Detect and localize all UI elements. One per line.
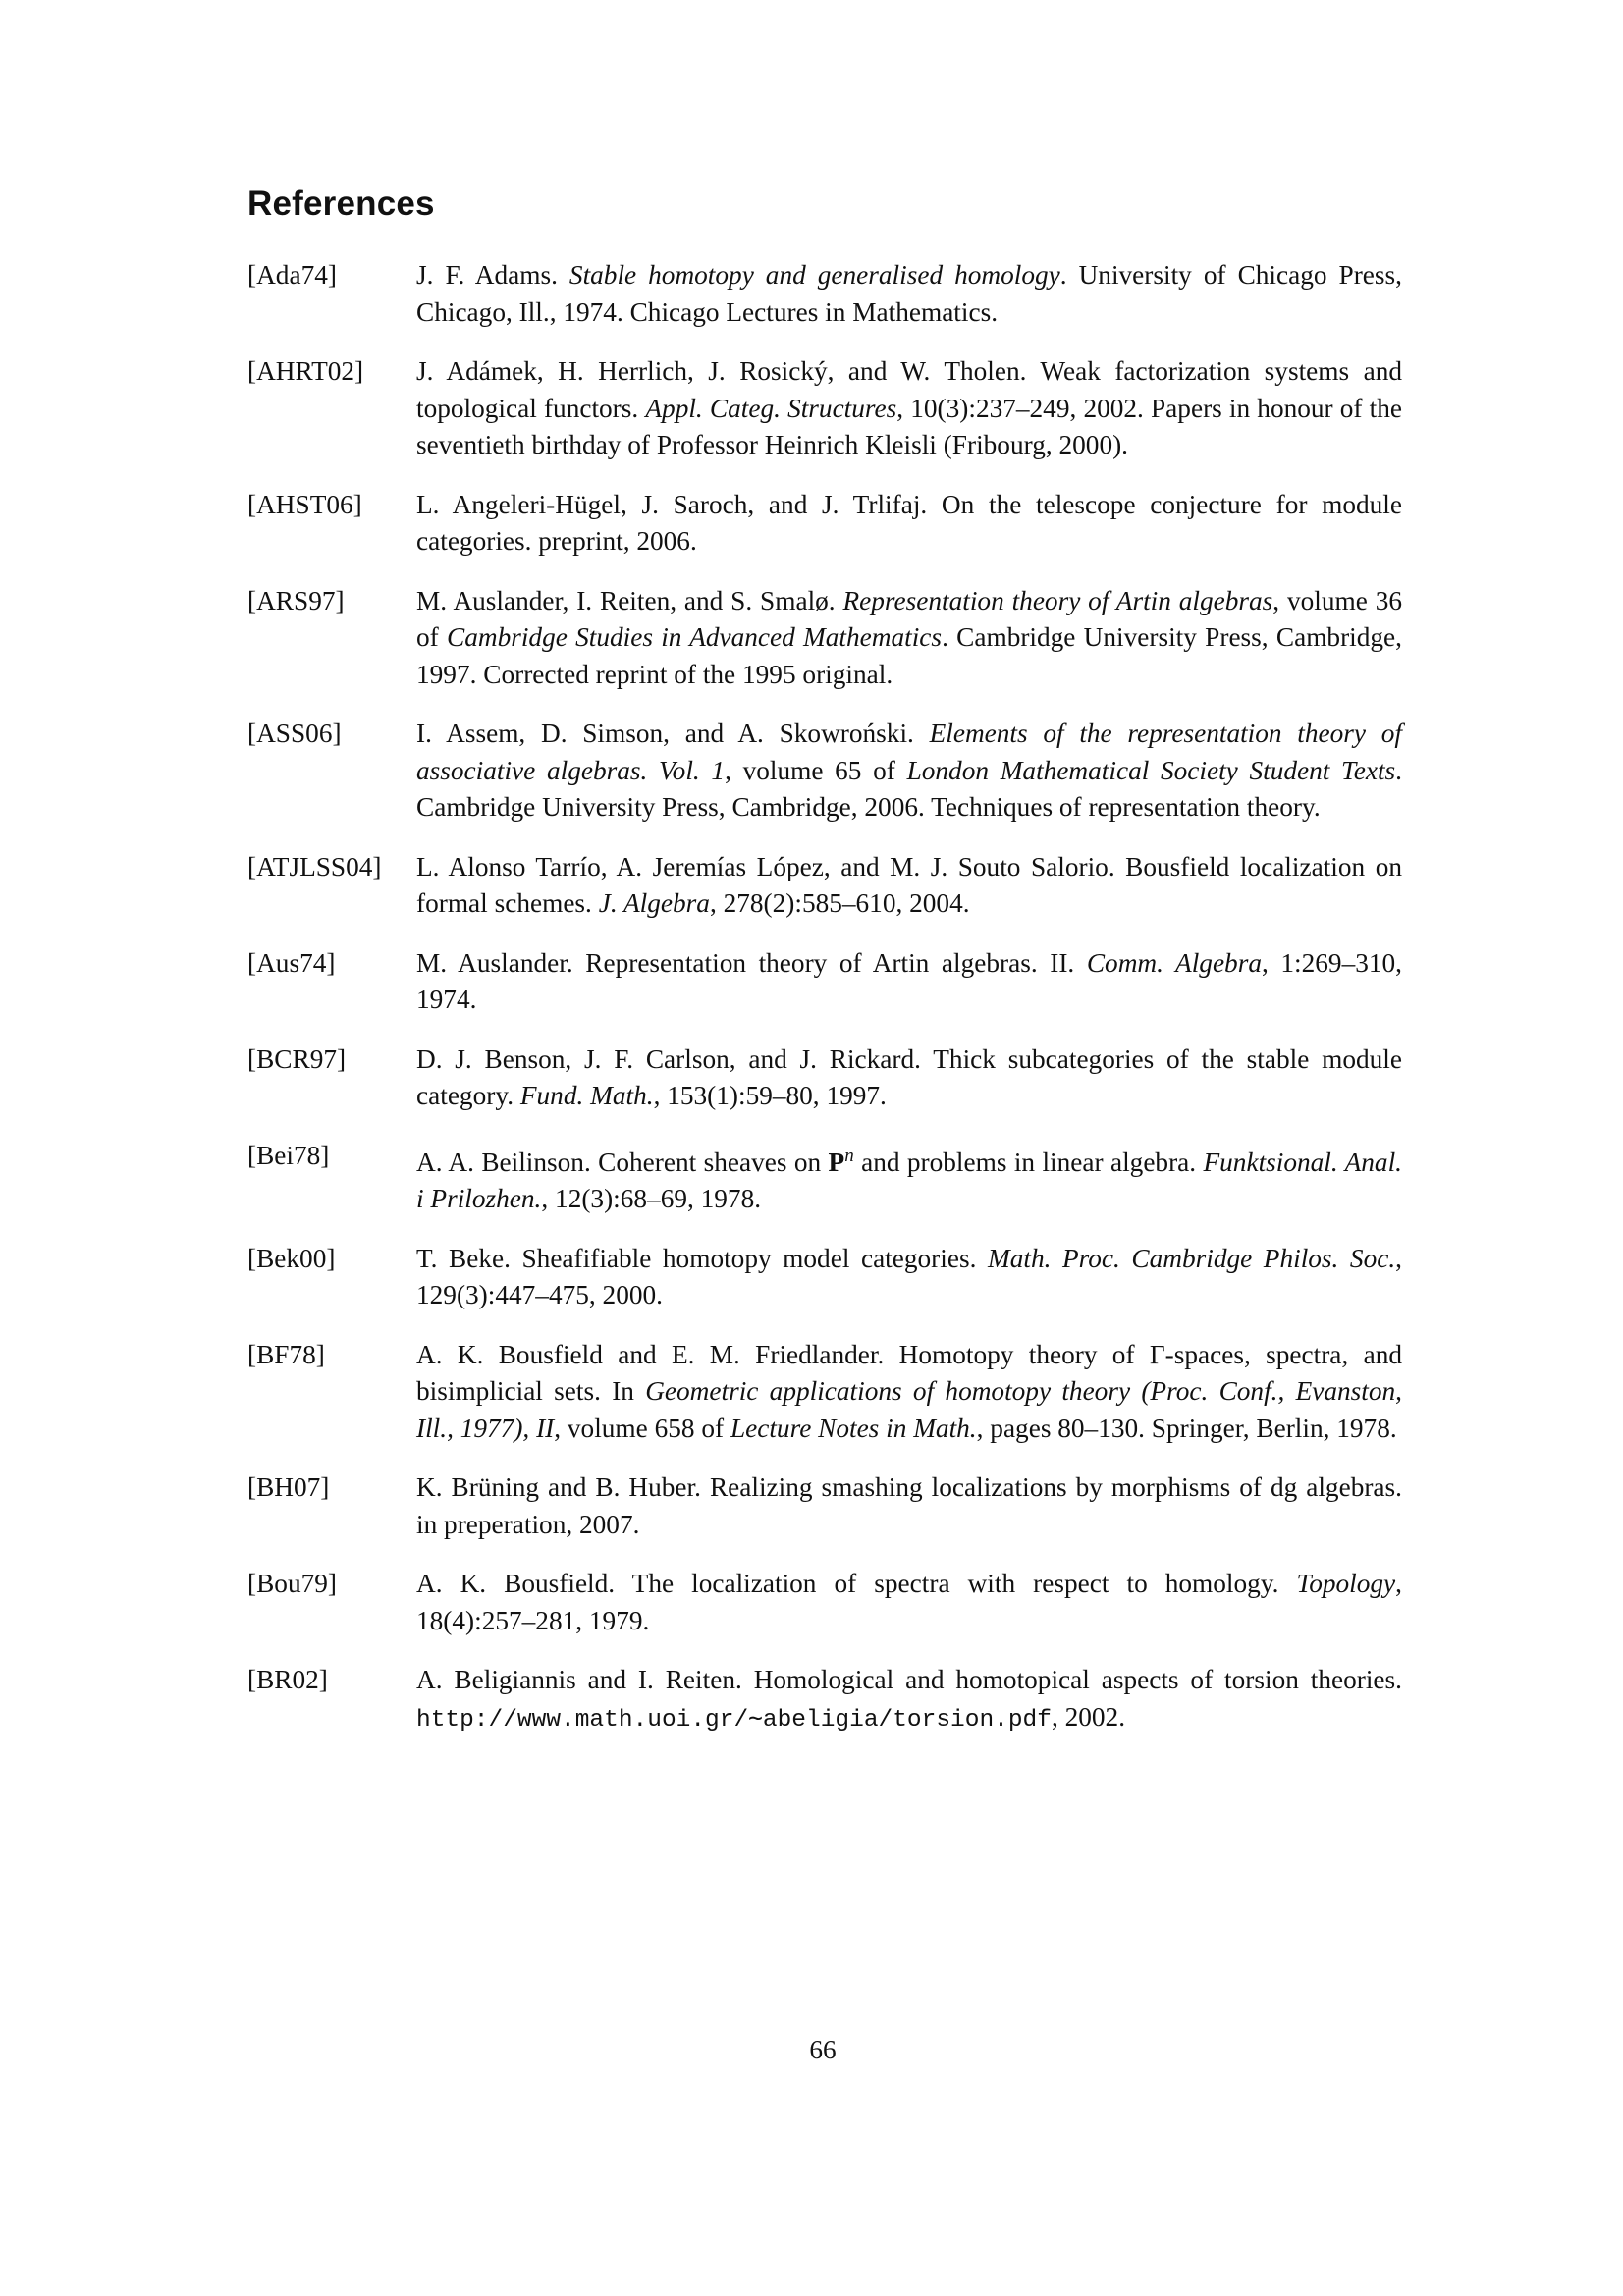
reference-text — [416, 490, 1402, 557]
reference-text — [416, 719, 1402, 822]
reference-text-segment: , 278(2):585–610, 2004. — [709, 888, 970, 918]
reference-text-segment: K. Brüning and B. Huber. Realizing smashing localizations by morphisms of dg algebras. in preperation, 2007. — [416, 1472, 1402, 1539]
reference-key: [ATJLSS04] — [247, 851, 382, 881]
reference-italic-text: Comm. Algebra — [1086, 947, 1262, 978]
reference-entry — [247, 1566, 1402, 1639]
reference-key: [AHRT02] — [247, 356, 364, 386]
page-number: 66 — [809, 2035, 837, 2064]
reference-text-segment: L. Alonso Tarrío, A. Jeremías López, and M. J. Souto Salorio. Bousfield localization on formal schemes. — [416, 851, 1402, 918]
reference-key: [Bou79] — [247, 1569, 337, 1599]
reference-italic-text: Appl. Categ. Structures — [645, 393, 897, 423]
reference-text — [416, 1665, 1402, 1732]
reference-text-segment: , volume 65 of — [725, 755, 907, 785]
reference-entry — [247, 583, 1402, 694]
reference-text — [416, 1044, 1402, 1111]
reference-text-segment: A. A. Beilinson. Coherent sheaves on — [416, 1147, 829, 1177]
reference-entry — [247, 487, 1402, 561]
reference-italic-text: Funktsional. Anal. i Prilozhen. — [416, 1147, 1402, 1214]
reference-italic-text: Math. Proc. Cambridge Philos. Soc. — [987, 1243, 1396, 1273]
reference-entry — [247, 716, 1402, 827]
reference-italic-text: Representation theory of Artin algebras — [842, 585, 1273, 615]
reference-italic-text: Fund. Math. — [519, 1081, 654, 1110]
reference-text-segment: A. K. Bousfield and E. M. Friedlander. Homotopy theory of Γ-spaces, spectra, and bisimplicial sets. In — [416, 1339, 1402, 1407]
reference-text-segment: M. Auslander, I. Reiten, and S. Smalø. — [416, 585, 843, 615]
reference-text-segment: , 1:269–310, 1974. — [416, 947, 1402, 1014]
reference-entry — [247, 1662, 1402, 1738]
reference-text-segment: , volume 658 of — [554, 1413, 730, 1443]
reference-text-segment: A. Beligiannis and I. Reiten. Homological and homotopical aspects of torsion theories. — [416, 1665, 1402, 1695]
reference-text-segment: M. Auslander. Representation theory of Artin algebras. II. — [416, 947, 1087, 978]
reference-text-segment: , pages 80–130. Springer, Berlin, 1978. — [976, 1413, 1397, 1443]
reference-entry — [247, 1337, 1402, 1448]
reference-text-segment: I. Assem, D. Simson, and A. Skowroński. — [416, 719, 930, 748]
reference-text — [416, 1340, 1402, 1443]
reference-text-segment: L. Angeleri-Hügel, J. Saroch, and J. Trlifaj. On the telescope conjecture for module categories. preprint, 2006. — [416, 489, 1402, 556]
reference-italic-text: London Mathematical Society Student Texts — [906, 755, 1396, 785]
reference-text-segment: , volume 36 of — [416, 585, 1402, 652]
reference-text-segment: J. Adámek, H. Herrlich, J. Rosický, and W. Tholen. Weak factorization systems and topological functors. — [416, 356, 1402, 423]
reference-list — [247, 257, 1402, 1761]
reference-text — [416, 852, 1402, 919]
reference-entry — [247, 353, 1402, 464]
reference-key: [Bei78] — [247, 1140, 330, 1170]
reference-text-segment: J. F. Adams. — [416, 260, 569, 290]
reference-text-segment: . Cambridge University Press, Cambridge, 2006. Techniques of representation theory. — [416, 755, 1402, 822]
reference-text-segment: . Cambridge University Press, Cambridge, 1997. Corrected reprint of the 1995 original. — [416, 622, 1402, 689]
reference-entry — [247, 849, 1402, 923]
reference-text-segment: , 2002. — [1051, 1701, 1126, 1732]
reference-italic-text: Cambridge Studies in Advanced Mathematics — [447, 622, 943, 652]
reference-italic-text: Topology — [1296, 1569, 1396, 1599]
reference-text-segment: and problems in linear algebra. — [853, 1147, 1204, 1177]
reference-key: [BF78] — [247, 1339, 325, 1369]
reference-entry — [247, 257, 1402, 331]
reference-bold-symbol: P — [828, 1147, 845, 1177]
reference-key: [ASS06] — [247, 719, 342, 748]
reference-text-segment: , 10(3):237–249, 2002. Papers in honour of the seventieth birthday of Professor Heinrich Kleisli (Fribourg, 2000). — [416, 393, 1402, 459]
references-heading: References — [247, 185, 435, 223]
reference-key: [Bek00] — [247, 1243, 336, 1273]
reference-text — [416, 356, 1402, 459]
reference-italic-text: J. Algebra — [598, 888, 710, 918]
reference-text-segment: , 18(4):257–281, 1979. — [416, 1569, 1402, 1635]
reference-entry — [247, 1469, 1402, 1543]
reference-text-segment: A. K. Bousfield. The localization of spectra with respect to homology. — [416, 1569, 1297, 1599]
reference-text-segment: . University of Chicago Press, Chicago, Ill., 1974. Chicago Lectures in Mathematics. — [416, 260, 1402, 327]
reference-italic-text: Elements of the representation theory of associative algebras. Vol. 1 — [416, 719, 1402, 785]
reference-text-segment: , 129(3):447–475, 2000. — [416, 1243, 1402, 1310]
reference-key: [ARS97] — [247, 585, 345, 615]
reference-text — [416, 586, 1402, 689]
reference-text — [416, 1145, 1402, 1214]
reference-text-segment: , 12(3):68–69, 1978. — [541, 1184, 762, 1214]
reference-key: [Aus74] — [247, 947, 336, 978]
reference-entry — [247, 1138, 1402, 1218]
reference-entry — [247, 1241, 1402, 1314]
reference-text-segment: , 153(1):59–80, 1997. — [653, 1081, 887, 1110]
reference-key: [Ada74] — [247, 260, 337, 290]
reference-entry — [247, 945, 1402, 1019]
reference-text-segment: T. Beke. Sheafifiable homotopy model categories. — [416, 1243, 988, 1273]
reference-key: [BH07] — [247, 1472, 330, 1503]
reference-text — [416, 1472, 1402, 1539]
reference-italic-text: Lecture Notes in Math. — [730, 1413, 977, 1443]
reference-text — [416, 260, 1402, 327]
reference-key: [BCR97] — [247, 1043, 347, 1074]
reference-text — [416, 948, 1402, 1015]
reference-superscript: n — [844, 1145, 854, 1166]
reference-key: [BR02] — [247, 1665, 328, 1695]
reference-text — [416, 1569, 1402, 1635]
reference-italic-text: Geometric applications of homotopy theory (Proc. Conf., Evanston, Ill., 1977), II — [416, 1376, 1402, 1443]
reference-key: [AHST06] — [247, 489, 362, 519]
reference-text-segment: D. J. Benson, J. F. Carlson, and J. Rickard. Thick subcategories of the stable module category. — [416, 1043, 1402, 1110]
reference-entry — [247, 1041, 1402, 1115]
reference-italic-text: Stable homotopy and generalised homology — [568, 260, 1060, 290]
reference-url: http://www.math.uoi.gr/∼abeligia/torsion.pdf — [416, 1706, 1052, 1734]
reference-text — [416, 1244, 1402, 1310]
